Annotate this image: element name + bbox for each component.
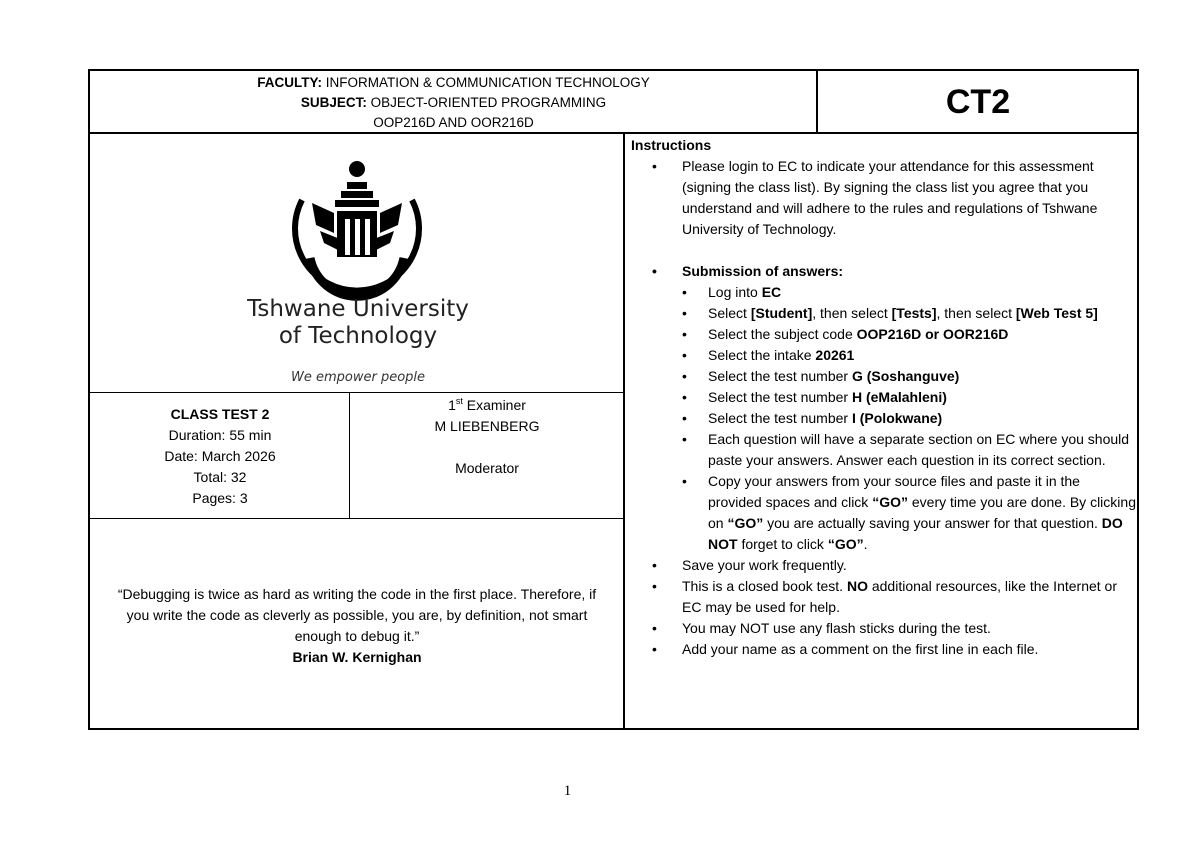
- table-border-right: [1137, 69, 1139, 730]
- test-date: Date: March 2026: [164, 448, 276, 464]
- logo-tagline: We empower people: [290, 370, 426, 385]
- examiner-label: 1st Examiner: [448, 396, 526, 413]
- quote-author: Brian W. Kernighan: [292, 649, 422, 665]
- university-logo: [90, 133, 624, 393]
- test-total: Total: 32: [193, 469, 247, 485]
- instructions-title: Instructions: [631, 137, 712, 153]
- logo-name-line1: Tshwane University: [247, 296, 469, 322]
- instruction-flash: • You may NOT use any flash sticks during the test.: [631, 618, 1136, 639]
- instruction-step-3: • Select the subject code OOP216D or OOR216D: [631, 324, 1136, 345]
- tut-emblem-icon: [90, 133, 624, 393]
- examiner-box: [350, 393, 624, 519]
- instruction-step-2: • Select [Student], then select [Tests], then select [Web Test 5]: [631, 303, 1136, 324]
- instruction-closed-book: • This is a closed book test. NO additional resources, like the Internet or EC may be used for help.: [631, 576, 1136, 618]
- page-number: 1: [563, 783, 572, 799]
- instruction-step-8: • Each question will have a separate section on EC where you should paste your answers. Answer each question in its correct section.: [631, 429, 1136, 471]
- header-block: [90, 71, 817, 133]
- moderator-label: Moderator: [455, 460, 519, 476]
- test-pages: Pages: 3: [192, 490, 248, 506]
- subject-codes: OOP216D AND OOR216D: [373, 115, 534, 130]
- faculty-line: FACULTY: INFORMATION & COMMUNICATION TECHNOLOGY: [257, 75, 650, 90]
- quote-text: “Debugging is twice as hard as writing the code in the first place. Therefore, if you write the code as cleverly as possible, you are, by definition, not smart enough to debug it.”: [117, 586, 597, 644]
- test-title: CLASS TEST 2: [170, 406, 270, 422]
- logo-name-line2: of Technology: [278, 323, 438, 349]
- quote-block: [110, 584, 604, 668]
- test-code: CT2: [945, 82, 1011, 121]
- test-duration: Duration: 55 min: [168, 427, 272, 443]
- instruction-step-7: • Select the test number I (Polokwane): [631, 408, 1136, 429]
- instruction-step-1: • Log into EC: [631, 282, 1136, 303]
- instruction-step-5: • Select the test number G (Soshanguve): [631, 366, 1136, 387]
- instruction-step-9: • Copy your answers from your source files and paste it in the provided spaces and click “GO” every time you are done. By clicking on “GO” you are actually saving your answer for that question. DO NOT forget to click “GO”.: [631, 471, 1136, 555]
- instruction-step-6: • Select the test number H (eMalahleni): [631, 387, 1136, 408]
- instruction-login: • Please login to EC to indicate your attendance for this assessment (signing the class list). By signing the class list you agree that you understand and will adhere to the rules and regulations of Tshwane University of Technology.: [631, 156, 1136, 240]
- table-border-bottom: [88, 728, 1139, 730]
- instruction-name: • Add your name as a comment on the first line in each file.: [631, 639, 1136, 660]
- instructions-panel: [631, 135, 1136, 660]
- test-info-box: [90, 393, 350, 519]
- instruction-submission-title: • Submission of answers:: [631, 261, 1136, 282]
- instruction-step-4: • Select the intake 20261: [631, 345, 1136, 366]
- subject-line: SUBJECT: OBJECT-ORIENTED PROGRAMMING: [300, 95, 607, 110]
- examiner-name: M LIEBENBERG: [434, 418, 540, 434]
- instruction-save: • Save your work frequently.: [631, 555, 1136, 576]
